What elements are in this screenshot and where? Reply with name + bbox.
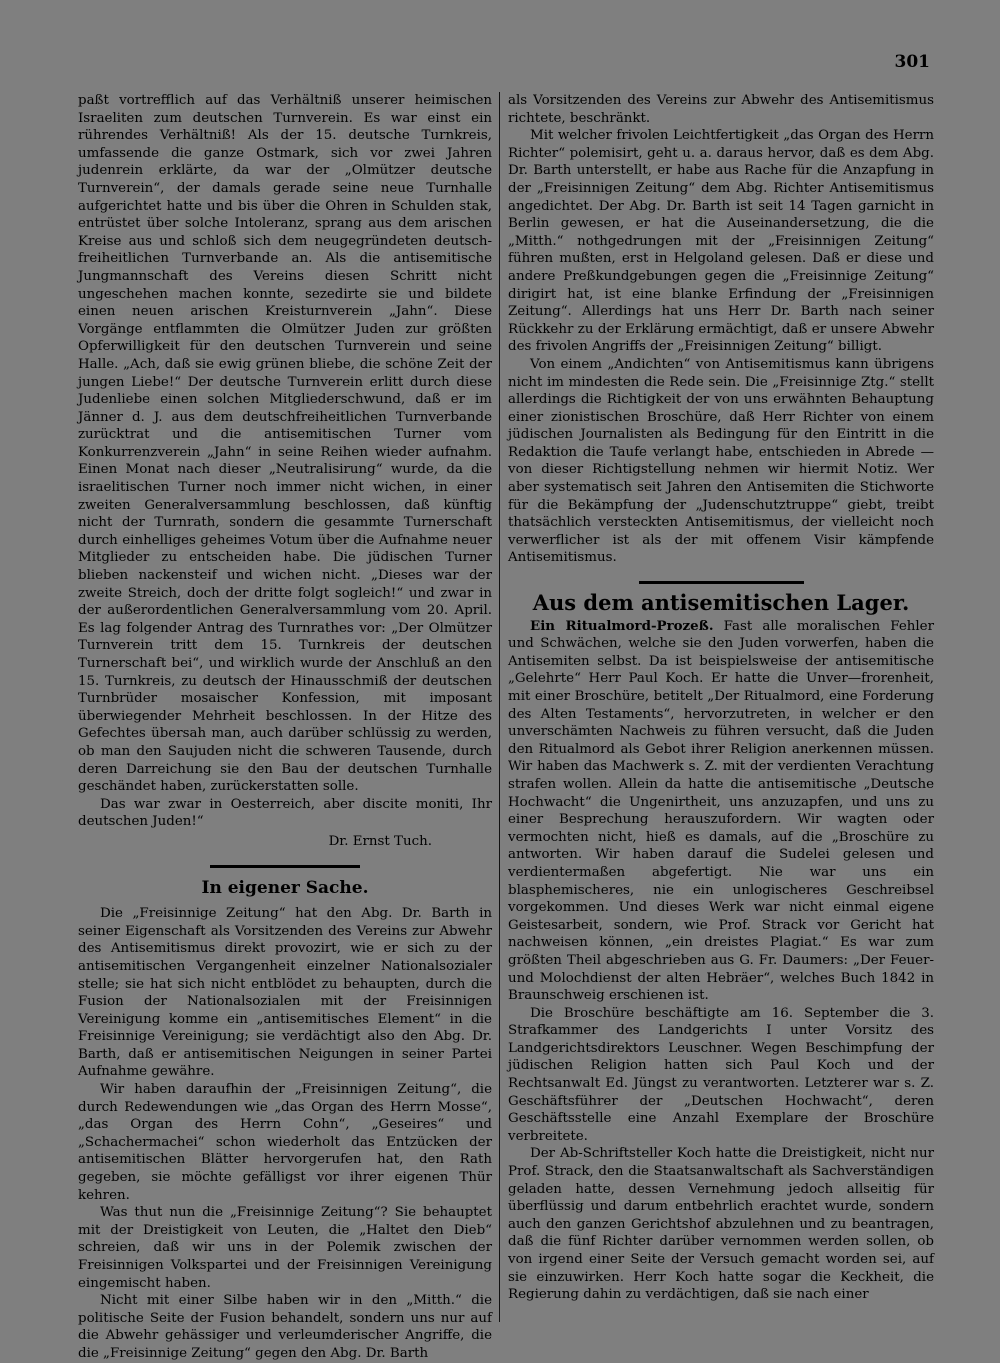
right-column	[508, 92, 934, 1304]
article-paragraph: als Vorsitzenden des Vereins zur Abwehr des Antisemitismus richtete, beschränkt.	[508, 93, 934, 126]
article-paragraph: Die Broschüre beschäftigte am 16. September die 3. Strafkammer des Landgerichts I unter Vorsitz des Landgerichtsdirektors Leuschner. Wegen Beschimpfung der jüdischen Religion hatten sich Paul Koch und der Rechtsanwalt Ed. Jüngst zu verantworten. Letzterer war s. Z. Geschäftsführer der „Deutschen Hochwacht“, deren Geschäftsstelle eine Anzahl Exemplare der Broschüre verbreitete.	[508, 1005, 934, 1144]
section-divider-rule	[639, 581, 804, 584]
article-paragraph	[508, 618, 934, 1005]
signature: Dr. Ernst Tuch.	[328, 833, 432, 849]
article-paragraph: Wir haben daraufhin der „Freisinnigen Zeitung“, die durch Redewendungen wie „das Organ des Herrn Mosse“, „das Organ des Herrn Cohn“, „Geseires“ und „Schachermachei“ schon wiederholt das Entzücken der antisemitischen Blätter hervorgerufen hat, den Rath gegeben, sie möchte gefälligst vor ihrer eigenen Thür kehren.	[78, 1082, 492, 1203]
article-text: Fast alle moralischen Fehler und Schwächen, welche sie den Juden vorwerfen, haben die Antisemiten selbst. Da ist beispielsweise der antisemitische „Gelehrte“ Herr Paul Koch. Er hatte die Unver—frorenheit, mit einer Broschüre, betitelt „Der Ritualmord, eine Forderung des Alten Testaments“, hervorzutreten, in welcher er den unverschämten Nachweis zu führen versucht, daß die Juden den Ritualmord als Gebot ihrer Religion anerkennen müssen. Wir haben das Machwerk s. Z. mit der verdienten Verachtung strafen wollen. Allein da hatte die antisemitische „Deutsche Hochwacht“ die Ungenirtheit, uns anzuzapfen, und uns zu einer Besprechung herauszufordern. Wir wagten oder vermochten nicht, hieß es damals, auf die „Broschüre zu antworten. Wir haben darauf die Sudelei gelesen und verdientermaßen abgefertigt. Nie war uns ein blasphemischeres, nie ein unlogischeres Geschreibsel vorgekommen. Und dieses Werk war nicht einmal eigene Geistesarbeit, sondern, wie Prof. Strack vor Gericht hat nachweisen können, „ein dreistes Plagiat.“ Es war zum größten Theil abgeschrieben aus G. Fr. Daumers: „Der Feuer- und Molochdienst der alten Hebräer“, welches Buch 1842 in Braunschweig erschienen ist.	[508, 618, 934, 1004]
left-column	[78, 92, 492, 1363]
article-paragraph: Nicht mit einer Silbe haben wir in den „Mitth.“ die politische Seite der Fusion behandelt, sondern uns nur auf die Abwehr gehässiger und verleumderischer Angriffe, die die „Freisinnige Zeitung“ gegen den Abg. Dr. Barth	[78, 1293, 492, 1361]
section-divider-rule	[210, 865, 360, 868]
article-paragraph: Die „Freisinnige Zeitung“ hat den Abg. Dr. Barth in seiner Eigenschaft als Vorsitzenden des Vereins zur Abwehr des Antisemitismus direkt provozirt, wie er sich zu der antisemitischen Vergangenheit einzelner Nationalsozialer stelle; sie hat sich nicht entblödet zu behaupten, durch die Fusion der Nationalsozialen mit der Freisinnigen Vereinigung komme ein „antisemitisches Element“ in die Freisinnige Vereinigung; sie verdächtigt also den Abg. Dr. Barth, daß er antisemitischen Neigungen in seiner Partei Aufnahme gewähre.	[78, 906, 492, 1080]
article-paragraph: Mit welcher frivolen Leichtfertigkeit „das Organ des Herrn Richter“ polemisirt, geht u. a. daraus hervor, daß es dem Abg. Dr. Barth unterstellt, er habe aus Rache für die Anzapfung in der „Freisinnigen Zeitung“ dem Abg. Richter Antisemitismus angedichtet. Der Abg. Dr. Barth ist seit 14 Tagen garnicht in Berlin gewesen, er hat die Auseinandersetzung, die die „Mitth.“ nothgedrungen mit der „Freisinnigen Zeitung“ führen mußten, erst in Helgoland gelesen. Daß er diese und andere Preßkundgebungen gegen die „Freisinnige Zeitung“ dirigirt hat, ist eine blanke Erfindung der „Freisinnigen Zeitung“. Allerdings hat uns Herr Dr. Barth nach seiner Rückkehr zu der Erklärung ermächtigt, daß er unsere Abwehr des frivolen Angriffs der „Freisinnigen Zeitung“ billigt.	[508, 128, 934, 355]
subheading: Ein Ritualmord-Prozeß.	[530, 617, 714, 634]
column-divider	[499, 92, 500, 1322]
article-paragraph: paßt vortrefflich auf das Verhältniß unserer heimischen Israeliten zum deutschen Turnverein. Es war einst ein rührendes Verhältniß! Als der 15. deutsche Turnkreis, umfassende die ganze Ostmark, sich vor zwei Jahren judenrein erklärte, da war der „Olmützer deutsche Turnverein“, der damals gerade seine neue Turnhalle aufgerichtet hatte und bis über die Ohren in Schulden stak, entrüstet über solche Intoleranz, sprang aus dem arischen Kreise aus und schloß sich dem neugegründeten deutsch-freiheitlichen Turnverbande an. Als die antisemitische Jungmannschaft des Vereins diesen Schritt nicht ungeschehen machen konnte, sezedirte sie und bildete einen neuen arischen Kreisturnverein „Jahn“. Diese Vorgänge entflammten die Olmützer Juden zur größten Opferwilligkeit für den deutschen Turnverein und seine Halle. „Ach, daß sie ewig grünen bliebe, die schöne Zeit der jungen Liebe!“ Der deutsche Turnverein erlitt durch diese Judenliebe einen solchen Mitgliederschwund, daß er im Jänner d. J. aus dem deutschfreiheitlichen Turnverbande zurücktrat und die antisemitischen Turner vom Konkurrenzverein „Jahn“ in seine Reihen wieder aufnahm. Einen Monat nach dieser „Neutralisirung“ wurde, da die israelitischen Turner noch immer nicht wichen, in einer zweiten Generalversammlung beschlossen, daß künftig nicht der Turnrath, sondern die gesammte Turnerschaft durch einhelliges geheimes Votum über die Aufnahme neuer Mitglieder zu entscheiden habe. Die jüdischen Turner blieben nackensteif und wichen nicht. „Dieses war der zweite Streich, doch der dritte folgt sogleich!“ und zwar in der außerordentlichen Generalversammlung vom 20. April. Es lag folgender Antrag des Turnrathes vor: „Der Olmützer Turnverein tritt dem 15. Turnkreis der deutschen Turnerschaft bei“, und wirklich wurde der Anschluß an den 15. Turnkreis, zu deutsch der Hinausschmiß der deutschen Turnbrüder mosaischer Konfession, mit imposant überwiegender Mehrheit beschlossen. In der Hitze des Gefechtes übersah man, auch darüber schlüssig zu werden, ob man den Saujuden nicht die schweren Tausende, durch deren Darreichung sie den Bau der deutschen Turnhalle geschändet haben, zurückerstatten solle.	[78, 93, 492, 795]
article-paragraph: Was thut nun die „Freisinnige Zeitung“? Sie behauptet mit der Dreistigkeit von Leuten, die „Haltet den Dieb“ schreien, daß wir uns in der Polemik zwischen der Freisinnigen Volkspartei und der Freisinnigen Vereinigung eingemischt haben.	[78, 1205, 492, 1291]
article-paragraph: Der Ab-Schriftsteller Koch hatte die Dreistigkeit, nicht nur Prof. Strack, den die Staatsanwaltschaft als Sachverständigen geladen hatte, dessen Vernehmung jedoch allseitig für überflüssig und darum entbehrlich erachtet wurde, sondern auch den ganzen Gerichtshof abzulehnen und zu beantragen, daß die fünf Richter darüber vernommen werden sollen, ob von irgend einer Seite der Versuch gemacht worden sei, auf sie einzuwirken. Herr Koch hatte sogar die Keckheit, die Regierung dahin zu verdächtigen, daß sie nach einer	[508, 1146, 934, 1303]
page-number: 301	[894, 52, 930, 72]
section-title: In eigener Sache.	[201, 877, 369, 898]
article-paragraph: Von einem „Andichten“ von Antisemitismus kann übrigens nicht im mindesten die Rede sein. Die „Freisinnige Ztg.“ stellt allerdings die Richtigkeit der von uns erwähnten Behauptung einer zionistischen Broschüre, daß Herr Richter von einem jüdischen Journalisten als Bedingung für den Eintritt in die Redaktion die Taufe verlangt habe, entschieden in Abrede — von dieser Richtigstellung nehmen wir hiermit Notiz. Wer aber systematisch seit Jahren den Antisemiten die Stichworte für die Bekämpfung der „Judenschutztruppe“ giebt, treibt thatsächlich versteckten Antisemitismus, der vielleicht noch verwerflicher ist als der mit offenem Visir kämpfende Antisemitismus.	[508, 356, 934, 566]
article-paragraph: Das war zwar in Oesterreich, aber discite moniti, Ihr deutschen Juden!“	[78, 796, 492, 830]
section-title: Aus dem antisemitischen Lager.	[532, 590, 910, 616]
